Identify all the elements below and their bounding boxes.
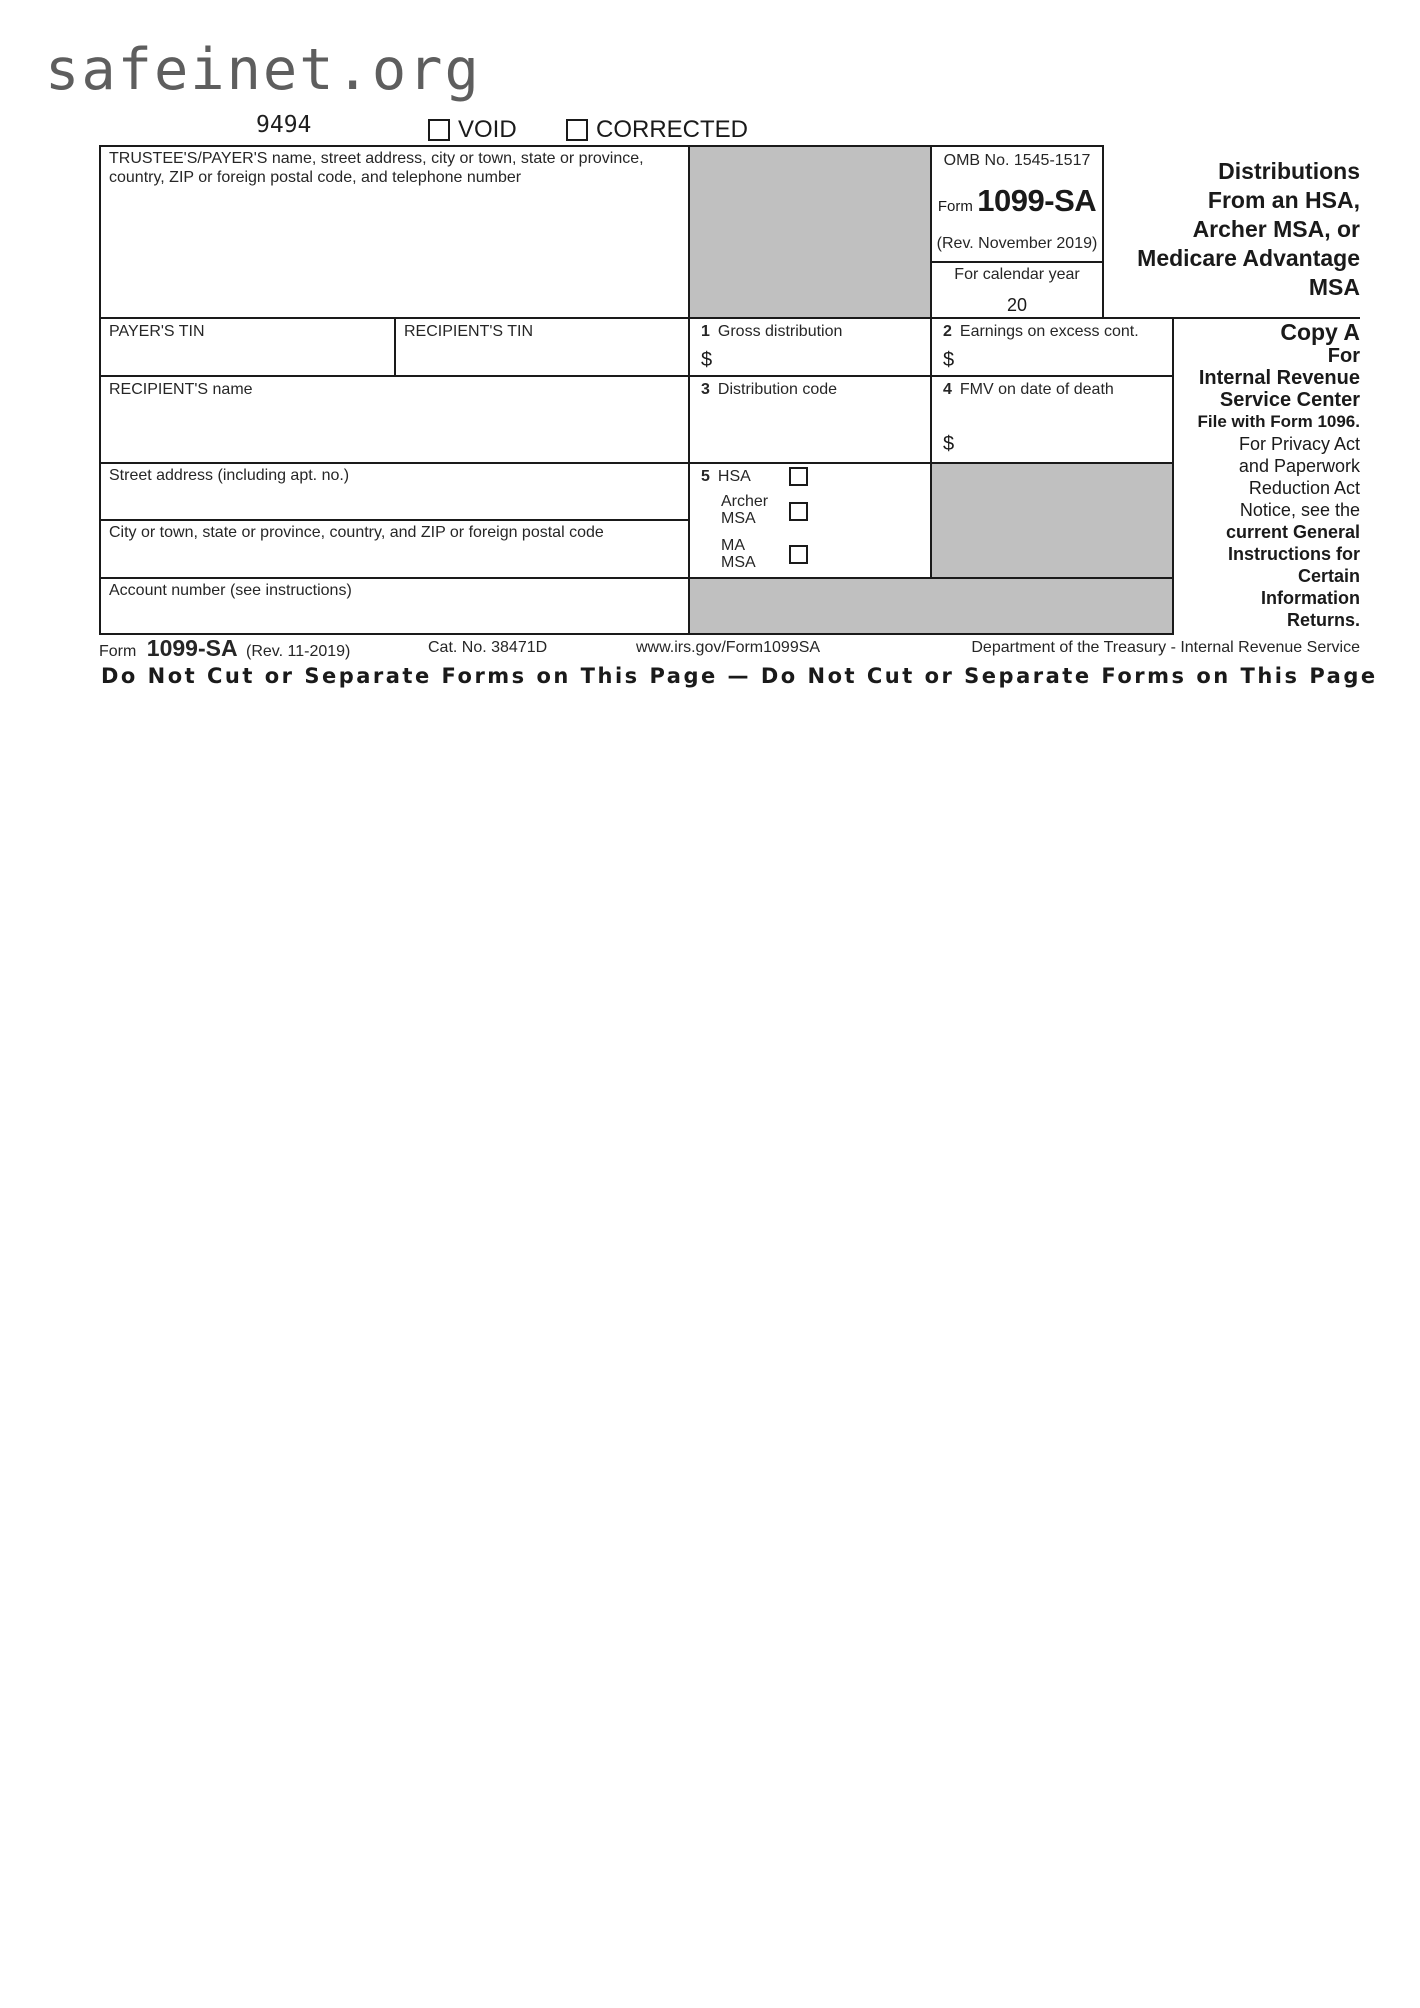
shaded-area-top (689, 145, 931, 318)
title-line-1: Distributions (1218, 158, 1360, 184)
footer-url[interactable]: www.irs.gov/Form1099SA (636, 639, 821, 656)
footer-form-number: 1099-SA (146, 635, 238, 661)
recipient-tin-field[interactable]: RECIPIENT'S TIN (404, 323, 533, 340)
title-line-2: From an HSA, (1207, 187, 1360, 213)
box4-fmv-date-of-death[interactable] (943, 380, 1114, 399)
void-label: VOID (458, 116, 517, 143)
box3-label: Distribution code (717, 381, 838, 398)
street-address-field[interactable]: Street address (including apt. no.) (109, 467, 350, 484)
void-checkbox[interactable] (428, 118, 517, 142)
box5-ma-msa-checkbox[interactable] (789, 545, 808, 564)
footer-form-id (99, 636, 350, 664)
corrected-checkbox[interactable] (566, 118, 748, 142)
copy-for: For (1327, 345, 1360, 367)
box1-number: 1 (701, 323, 710, 340)
corrected-checkbox-box[interactable] (566, 119, 588, 141)
box4-number: 4 (943, 381, 952, 398)
instructions-line-5: Returns. (1286, 610, 1360, 630)
privacy-line-1: For Privacy Act (1238, 434, 1360, 454)
title-line-5: MSA (1308, 274, 1360, 300)
box5-number: 5 (701, 468, 710, 485)
shaded-area-middle (931, 463, 1173, 578)
instructions-line-3: Certain (1297, 566, 1360, 586)
archer-text: Archer (721, 493, 769, 510)
box2-number: 2 (943, 323, 952, 340)
corrected-label: CORRECTED (596, 116, 749, 143)
box1-dollar: $ (701, 349, 713, 371)
form-title (1105, 157, 1360, 302)
footer-department: Department of the Treasury - Internal Revenue Service (971, 639, 1360, 656)
footer-cat-no: Cat. No. 38471D (428, 639, 548, 656)
box1-gross-distribution[interactable] (701, 322, 842, 341)
instructions-line-4: Information (1261, 588, 1360, 608)
title-line-3: Archer MSA, or (1192, 216, 1360, 242)
calendar-year-label: For calendar year (954, 266, 1080, 283)
ma-text: MA (721, 537, 745, 554)
form-code: 9494 (256, 112, 312, 138)
title-line-4: Medicare Advantage (1137, 245, 1360, 271)
archer-msa-text: MSA (721, 510, 756, 527)
payer-tin-field[interactable]: PAYER'S TIN (109, 323, 205, 340)
instructions-line-1: current General (1225, 522, 1360, 542)
privacy-line-2: and Paperwork (1238, 456, 1360, 476)
city-state-zip-field[interactable]: City or town, state or province, country, and ZIP or foreign postal code (109, 524, 604, 541)
ma-msa-text: MSA (721, 554, 756, 571)
form-number: 1099-SA (977, 183, 1097, 218)
box4-dollar: $ (943, 433, 955, 455)
box5-archer-msa-checkbox[interactable] (789, 502, 808, 521)
recipient-name-field[interactable]: RECIPIENT'S name (109, 381, 253, 398)
form-number-header (931, 183, 1103, 219)
instructions-line-2: Instructions for (1227, 544, 1360, 564)
account-number-field[interactable]: Account number (see instructions) (109, 582, 352, 599)
box5-hsa-checkbox[interactable] (789, 467, 808, 486)
form-word: Form (937, 198, 973, 215)
box2-dollar: $ (943, 349, 955, 371)
box2-earnings-excess[interactable] (943, 322, 1139, 341)
box5-label (701, 467, 751, 486)
footer-form-word: Form (99, 643, 137, 660)
privacy-line-4: Notice, see the (1239, 500, 1360, 520)
form-1099-sa (99, 145, 1360, 635)
calendar-year-field[interactable]: 20 (1006, 295, 1028, 315)
payer-info-field[interactable]: TRUSTEE'S/PAYER'S name, street address, city or town, state or province, country, ZIP or foreign postal code, and telephone number (109, 150, 644, 186)
copy-a-block (1177, 319, 1360, 631)
box5-ma-label (721, 537, 756, 571)
copy-irs-2: Service Center (1219, 389, 1360, 411)
shaded-area-bottom (689, 578, 1173, 635)
copy-irs-1: Internal Revenue (1198, 367, 1360, 389)
box3-distribution-code[interactable] (701, 380, 837, 399)
box3-number: 3 (701, 381, 710, 398)
privacy-line-3: Reduction Act (1248, 478, 1360, 498)
do-not-cut-notice: Do Not Cut or Separate Forms on This Page — Do Not Cut or Separate Forms on This Page (101, 664, 1378, 688)
box2-label: Earnings on excess cont. (959, 323, 1139, 340)
void-checkbox-box[interactable] (428, 119, 450, 141)
box1-label: Gross distribution (717, 323, 843, 340)
box4-label: FMV on date of death (959, 381, 1114, 398)
omb-number: OMB No. 1545-1517 (943, 152, 1091, 169)
revision-date: (Rev. November 2019) (936, 235, 1098, 252)
file-with-1096: File with Form 1096. (1197, 412, 1360, 431)
box5-hsa-label: HSA (717, 468, 751, 485)
footer-rev: (Rev. 11-2019) (246, 643, 351, 660)
watermark-text: safeinet.org (45, 37, 481, 103)
copy-a-label: Copy A (1280, 319, 1360, 345)
box5-archer-label (721, 493, 768, 527)
